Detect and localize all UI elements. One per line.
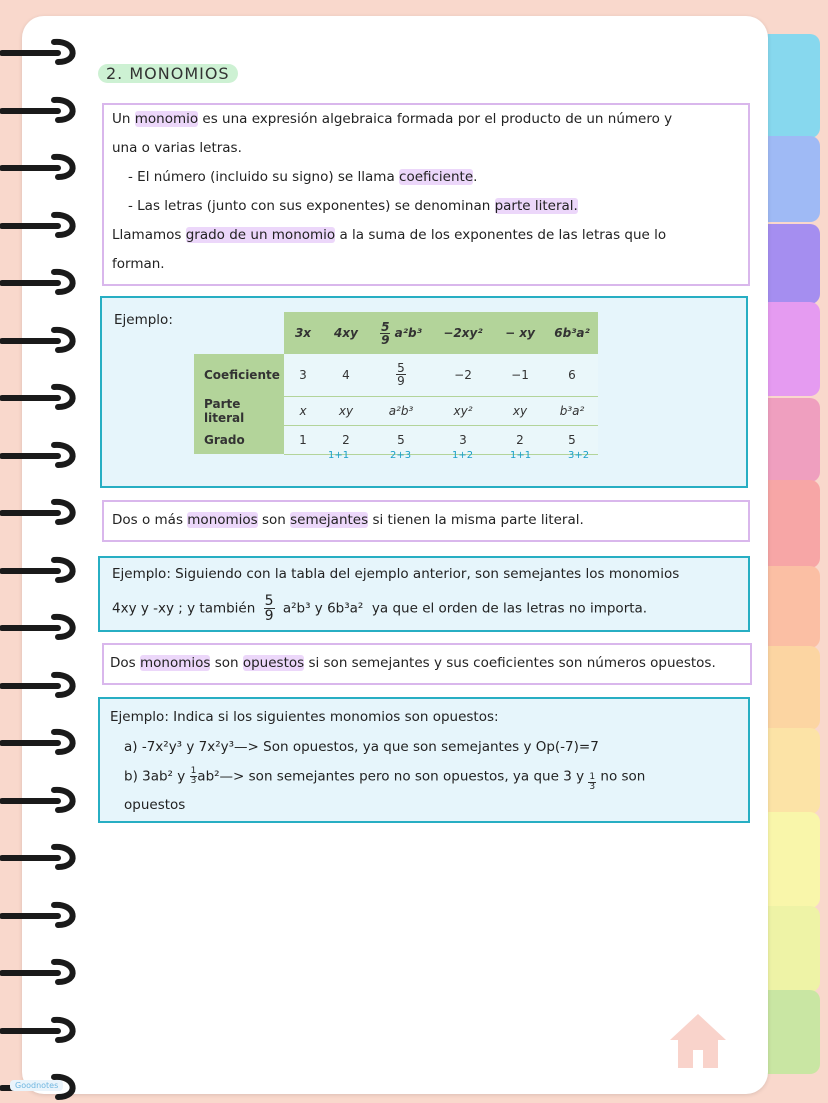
example3-line-3: b) 3ab² y $\frac{1}{3}$ ab²—> son semejantes pero no son opuestos, ya que 3 y $\frac{1}{3}$ no son [124,766,646,792]
sum-annotation: 1+1 [510,450,532,461]
spiral-ring [0,899,80,929]
definition-box [102,103,750,286]
home-icon[interactable] [666,1010,730,1070]
header-cell: − xy [494,312,546,354]
spiral-ring [0,324,80,354]
example-label: Ejemplo: [114,312,173,328]
spiral-ring [0,36,80,66]
table-cell: xy [322,396,370,425]
spiral-ring [0,209,80,239]
spiral-ring [0,956,80,986]
monomial-table [194,312,598,455]
spiral-ring [0,841,80,871]
row-label: Coeficiente [194,354,284,396]
definition-line-4: - Las letras (junto con sus exponentes) se denominan parte literal. [128,198,578,214]
row-label: Grado [194,425,284,454]
table-cell: 2 [494,425,546,454]
table-cell: b³a² [546,396,598,425]
example-opposite-box [98,697,750,823]
sum-annotation: 2+3 [390,450,412,461]
section-tab-7[interactable] [760,566,820,648]
table-cell: $\frac{5}{9}$ [370,354,432,396]
row-label: Parte literal [194,396,284,425]
example3-line-2: a) -7x²y³ y 7x²y³—> Son opuestos, ya que son semejantes y Op(-7)=7 [124,739,599,755]
opposite-definition-box [102,643,752,685]
spiral-ring [0,151,80,181]
section-tab-10[interactable] [760,812,820,908]
header-cell: 4xy [322,312,370,354]
definition-line-2: una o varias letras. [112,140,242,156]
spiral-ring [0,726,80,756]
table-cell: 5 [370,425,432,454]
table-cell: a²b³ [370,396,432,425]
section-tab-6[interactable] [760,480,820,568]
table-cell: 1 [284,425,322,454]
spiral-ring [0,784,80,814]
section-tab-4[interactable] [760,302,820,396]
section-tab-3[interactable] [760,224,820,304]
spiral-ring [0,1014,80,1044]
example-similar-box [98,556,750,632]
spiral-ring [0,611,80,641]
goodnotes-watermark: Goodnotes [10,1080,63,1091]
header-cell: 3x [284,312,322,354]
table-cell: 6 [546,354,598,396]
definition-line-3: - El número (incluido su signo) se llama coeficiente. [128,169,478,185]
opposite-definition-text: Dos monomios son opuestos si son semejantes y sus coeficientes son números opuestos. [110,655,716,671]
table-cell: −1 [494,354,546,396]
section-tab-9[interactable] [760,728,820,814]
section-tab-1[interactable] [760,34,820,138]
table-cell: 5 [546,425,598,454]
page-title: 2. MONOMIOS [98,64,238,83]
table-cell: 3 [284,354,322,396]
table-cell: xy [494,396,546,425]
section-tab-2[interactable] [760,136,820,222]
section-tab-5[interactable] [760,398,820,482]
definition-line-5: Llamamos grado de un monomio a la suma de los exponentes de las letras que lo [112,227,667,243]
table-cell: 2 [322,425,370,454]
sum-annotation: 1+1 [328,450,350,461]
section-tab-8[interactable] [760,646,820,730]
table-cell: x [284,396,322,425]
spiral-ring [0,94,80,124]
spiral-ring [0,554,80,584]
definition-line-6: forman. [112,256,165,272]
spiral-ring [0,266,80,296]
table-cell: −2 [432,354,494,396]
spiral-ring [0,439,80,469]
section-tab-11[interactable] [760,906,820,992]
sum-annotation: 3+2 [568,450,590,461]
spiral-ring [0,496,80,526]
example-table-box [100,296,748,488]
header-cell: 6b³a² [546,312,598,354]
example3-line-4: opuestos [124,797,186,813]
example2-line-2: 4xy y -xy ; y también $\frac{5}{9}$ a²b³ y 6b³a² ya que el orden de las letras no importa. [112,593,648,624]
table-cell: xy² [432,396,494,425]
spiral-ring [0,669,80,699]
example2-line-1: Ejemplo: Siguiendo con la tabla del ejemplo anterior, son semejantes los monomios [112,566,680,582]
header-cell: −2xy² [432,312,494,354]
header-cell: $\frac{5}{9}$ a²b³ [370,312,432,354]
similar-definition-box [102,500,750,542]
sum-annotation: 1+2 [452,450,474,461]
spiral-ring [0,381,80,411]
section-tab-12[interactable] [760,990,820,1074]
table-cell: 4 [322,354,370,396]
example3-line-1: Ejemplo: Indica si los siguientes monomios son opuestos: [110,709,499,725]
table-cell: 3 [432,425,494,454]
similar-definition-text: Dos o más monomios son semejantes si tienen la misma parte literal. [112,512,584,528]
definition-line-1: Un monomio es una expresión algebraica formada por el producto de un número y [112,111,673,127]
